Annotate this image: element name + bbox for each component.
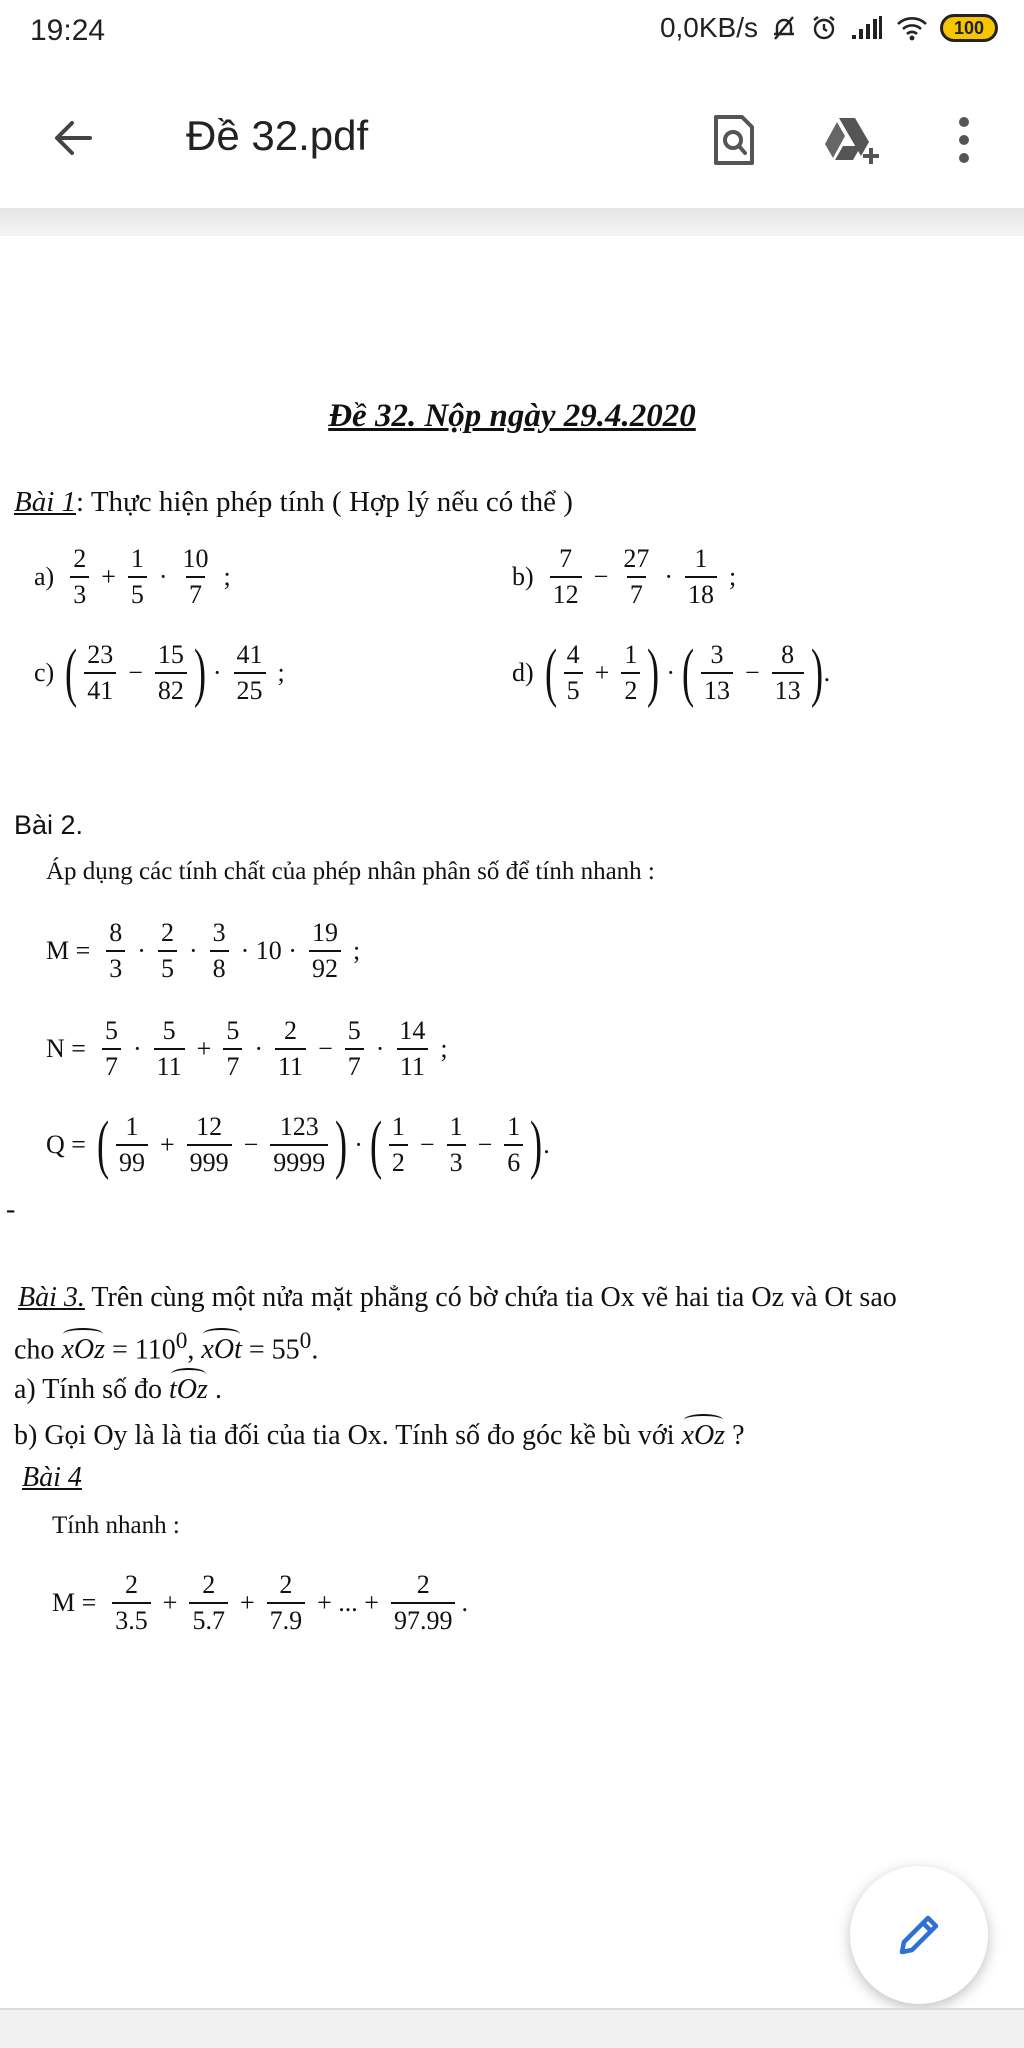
bai3-prefix: cho xyxy=(14,1334,62,1366)
bai4-label: Bài 4 xyxy=(22,1462,82,1493)
operator: + ... + xyxy=(317,1587,379,1617)
equals-110: = 110 xyxy=(104,1334,176,1366)
alarm-icon xyxy=(810,14,838,42)
numerator: 10 xyxy=(182,544,209,573)
denominator: 6 xyxy=(504,1144,523,1178)
bai3-b xyxy=(14,1420,745,1452)
back-button[interactable] xyxy=(46,110,102,166)
bai2-N xyxy=(46,1016,454,1082)
signal-icon xyxy=(850,15,884,41)
operator: − xyxy=(128,658,143,687)
numerator: 8 xyxy=(781,640,795,670)
operator: − xyxy=(243,1130,259,1159)
paren-close: ) xyxy=(647,636,660,709)
denominator: 9999 xyxy=(270,1144,328,1178)
status-icons xyxy=(660,12,998,44)
denominator: 7 xyxy=(345,1048,364,1082)
exam-title: Đề 32. Nộp ngày 29.4.2020 xyxy=(328,398,696,434)
paren-open: ( xyxy=(96,1108,109,1181)
numerator: 2 xyxy=(279,1570,293,1599)
denominator: 7 xyxy=(102,1048,121,1082)
terminator: ; xyxy=(223,561,231,591)
separator: , xyxy=(187,1334,202,1366)
numerator: 1 xyxy=(507,1112,521,1142)
terminator: ; xyxy=(352,935,361,965)
more-vert-icon xyxy=(957,114,971,166)
item-label: a) xyxy=(34,561,55,591)
operator: − xyxy=(744,658,760,687)
network-speed: 0,0KB/s xyxy=(659,12,758,43)
item-label: d) xyxy=(512,658,534,687)
denominator: 3 xyxy=(447,1144,466,1178)
bai2-text: Áp dụng các tính chất của phép nhân phân số để tính nhanh : xyxy=(46,858,655,885)
denominator: 3 xyxy=(106,950,125,984)
operator: · xyxy=(354,1130,363,1159)
add-to-drive-button[interactable] xyxy=(820,104,884,176)
denominator: 3 xyxy=(70,576,89,610)
denominator: 999 xyxy=(187,1144,232,1178)
operator: · xyxy=(137,935,146,965)
operator: · xyxy=(666,658,675,687)
numerator: 123 xyxy=(279,1112,319,1142)
numerator: 1 xyxy=(694,544,708,573)
operator: + xyxy=(159,1130,175,1159)
operator: · xyxy=(212,658,222,687)
numerator: 15 xyxy=(157,640,184,670)
numerator: 2 xyxy=(160,918,174,947)
operator: − xyxy=(419,1130,435,1159)
terminator: . xyxy=(311,1334,319,1366)
pencil-icon xyxy=(892,1908,946,1962)
paren-open: ( xyxy=(369,1108,382,1181)
terminator: . xyxy=(461,1587,468,1617)
numerator: 5 xyxy=(347,1016,361,1045)
denominator: 41 xyxy=(84,672,116,706)
bai4-text: Tính nhanh : xyxy=(52,1512,180,1539)
operator: − xyxy=(593,561,609,591)
bai3-heading xyxy=(18,1282,897,1314)
denominator: 13 xyxy=(772,672,804,706)
terminator: . xyxy=(543,1130,550,1159)
terminator: . xyxy=(207,1374,222,1405)
wifi-icon xyxy=(896,15,928,41)
bai1-b xyxy=(512,544,742,610)
numerator: 5 xyxy=(162,1016,176,1045)
bai3-a xyxy=(14,1374,222,1406)
add-to-drive-icon xyxy=(821,114,883,166)
lhs: M = xyxy=(46,935,91,965)
bai1-heading xyxy=(14,486,573,519)
denominator: 82 xyxy=(155,672,187,706)
paren-close: ) xyxy=(193,636,206,709)
angle-xOz: xOz xyxy=(681,1420,726,1451)
edit-fab-button[interactable] xyxy=(850,1866,988,2004)
denominator: 7 xyxy=(186,576,205,610)
numerator: 1 xyxy=(449,1112,463,1142)
denominator: 8 xyxy=(210,950,229,984)
search-document-icon xyxy=(712,113,756,167)
denominator: 2 xyxy=(389,1144,408,1178)
bai1-a xyxy=(34,544,237,610)
operator: · xyxy=(188,935,198,965)
bai3-a-text: a) Tính số đo xyxy=(14,1374,170,1405)
paren-open: ( xyxy=(65,636,78,709)
bai2-M xyxy=(46,918,366,984)
denominator: 7 xyxy=(223,1048,242,1082)
denominator: 12 xyxy=(550,576,582,610)
bai1-label: Bài 1 xyxy=(14,486,77,518)
paren-close: ) xyxy=(530,1108,543,1181)
numerator: 7 xyxy=(559,544,573,573)
angle-xOz: xOz xyxy=(61,1334,105,1366)
operator: · xyxy=(132,1033,142,1063)
denominator: 11 xyxy=(154,1048,185,1082)
denominator: 5.7 xyxy=(189,1602,228,1636)
numerator: 2 xyxy=(73,544,87,573)
bai3-label: Bài 3. xyxy=(18,1282,85,1313)
numerator: 5 xyxy=(104,1016,118,1045)
arrow-left-icon xyxy=(46,110,102,166)
operator: · xyxy=(254,1033,264,1063)
numerator: 1 xyxy=(624,640,638,670)
numerator: 1 xyxy=(125,1112,139,1142)
terminator: ; xyxy=(729,561,737,591)
numerator: 19 xyxy=(311,918,338,947)
bai3-text: Trên cùng một nửa mặt phẳng có bờ chứa tia Ox vẽ hai tia Oz và Ot sao xyxy=(84,1282,897,1313)
numerator: 5 xyxy=(226,1016,240,1045)
denominator: 92 xyxy=(309,950,341,984)
operator: + xyxy=(101,561,116,591)
bai4-M xyxy=(52,1570,468,1636)
operator: · xyxy=(664,561,674,591)
denominator: 18 xyxy=(685,576,717,610)
lhs: N = xyxy=(46,1033,86,1063)
bai1-text: : Thực hiện phép tính ( Hợp lý nếu có thể ) xyxy=(76,486,573,518)
numerator: 1 xyxy=(130,544,144,573)
lhs: Q = xyxy=(46,1130,86,1159)
degree: 0 xyxy=(175,1328,188,1354)
operator: + xyxy=(162,1587,178,1617)
numerator: 14 xyxy=(399,1016,426,1045)
bai2-Q xyxy=(46,1108,550,1181)
operator: · 10 · xyxy=(240,935,297,965)
denominator: 13 xyxy=(701,672,733,706)
app-bar xyxy=(0,64,1024,210)
pdf-page xyxy=(0,236,1024,2008)
bai1-c xyxy=(34,636,291,709)
denominator: 11 xyxy=(275,1048,306,1082)
denominator: 7.9 xyxy=(267,1602,306,1636)
equals-55: = 55 xyxy=(241,1334,300,1366)
denominator: 11 xyxy=(397,1048,428,1082)
numerator: 12 xyxy=(196,1112,223,1142)
terminator: ; xyxy=(277,658,285,687)
battery-indicator: 100 xyxy=(940,14,998,42)
numerator: 2 xyxy=(125,1570,139,1599)
denominator: 97.99 xyxy=(391,1602,456,1636)
numerator: 3 xyxy=(212,918,226,947)
item-label: c) xyxy=(34,658,55,687)
bai4-heading xyxy=(22,1462,82,1494)
operator: − xyxy=(477,1130,493,1159)
status-time: 19:24 xyxy=(30,14,106,47)
item-label: b) xyxy=(512,561,534,591)
bai3-line2 xyxy=(14,1328,318,1366)
numerator: 3 xyxy=(710,640,724,670)
numerator: 4 xyxy=(566,640,580,670)
numerator: 8 xyxy=(109,918,123,947)
denominator: 3.5 xyxy=(112,1602,151,1636)
numerator: 1 xyxy=(391,1112,405,1142)
angle-xOt: xOt xyxy=(201,1334,242,1366)
denominator: 7 xyxy=(627,576,646,610)
numerator: 2 xyxy=(416,1570,430,1599)
denominator: 25 xyxy=(234,672,266,706)
angle-tOz: tOz xyxy=(169,1374,208,1405)
mute-bell-icon xyxy=(770,14,798,42)
operator: + xyxy=(239,1587,255,1617)
denominator: 99 xyxy=(116,1144,148,1178)
denominator: 5 xyxy=(158,950,177,984)
numerator: 23 xyxy=(87,640,114,670)
bai1-d xyxy=(512,636,831,709)
numerator: 27 xyxy=(623,544,650,573)
bai3-b-text: b) Gọi Oy là là tia đối của tia Ox. Tính số đo góc kề bù với xyxy=(14,1420,682,1451)
document-title: Đề 32.pdf xyxy=(186,112,369,159)
terminator: . xyxy=(823,658,831,687)
bottom-nav-area xyxy=(0,2008,1024,2048)
paren-open: ( xyxy=(544,636,557,709)
search-document-button[interactable] xyxy=(702,104,766,176)
bai2-heading: Bài 2. xyxy=(14,810,84,840)
terminator: ? xyxy=(725,1420,745,1451)
denominator: 2 xyxy=(621,672,640,706)
terminator: ; xyxy=(440,1033,448,1063)
operator: · xyxy=(158,561,168,591)
numerator: 41 xyxy=(236,640,263,670)
denominator: 5 xyxy=(564,672,583,706)
operator: · xyxy=(375,1033,385,1063)
more-options-button[interactable] xyxy=(934,104,994,176)
operator: + xyxy=(594,658,610,687)
status-bar xyxy=(0,0,1024,64)
stray-dash: - xyxy=(6,1194,16,1225)
numerator: 2 xyxy=(202,1570,216,1599)
lhs: M = xyxy=(52,1587,97,1617)
operator: + xyxy=(196,1033,212,1063)
appbar-divider xyxy=(0,208,1024,236)
operator: − xyxy=(318,1033,333,1063)
paren-close: ) xyxy=(335,1108,348,1181)
degree: 0 xyxy=(299,1328,312,1354)
paren-open: ( xyxy=(681,636,695,709)
numerator: 2 xyxy=(284,1016,298,1045)
denominator: 5 xyxy=(128,576,147,610)
paren-close: ) xyxy=(810,636,823,709)
